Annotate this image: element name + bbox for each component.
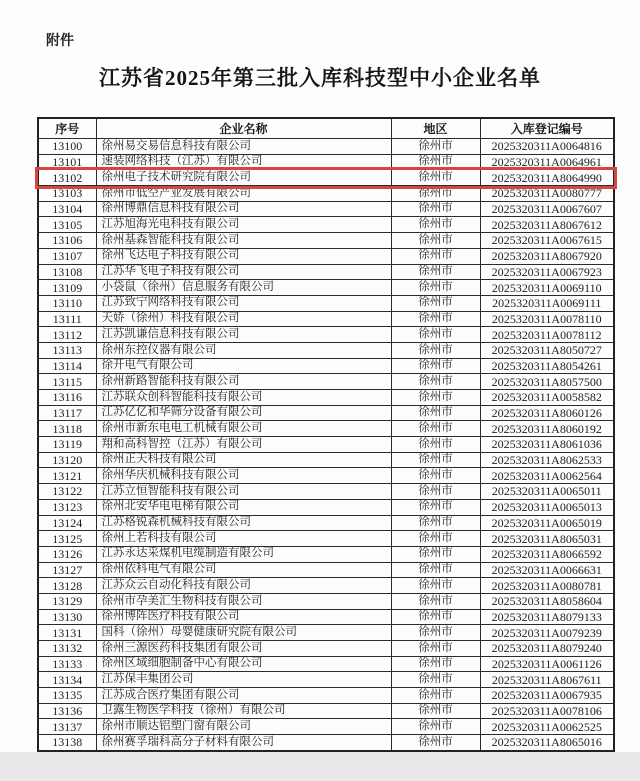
- registration-number-cell: 2025320311A8079133: [480, 609, 614, 625]
- table-row: [38, 735, 614, 751]
- region-cell: 徐州市: [391, 484, 480, 500]
- table-row: [38, 562, 614, 578]
- company-name-cell: 江苏格锐森机械科技有限公司: [96, 515, 391, 531]
- company-name-cell: 徐州赛孚瑞科高分子材料有限公司: [96, 735, 391, 751]
- company-name-cell: 江苏众云自动化科技有限公司: [96, 578, 391, 594]
- serial-cell: 13114: [38, 358, 96, 374]
- serial-cell: 13137: [38, 719, 96, 735]
- table-row: [38, 233, 614, 249]
- company-name-cell: 徐州上若科技有限公司: [96, 531, 391, 547]
- serial-cell: 13124: [38, 515, 96, 531]
- region-cell: 徐州市: [391, 154, 480, 170]
- serial-cell: 13116: [38, 390, 96, 406]
- registration-number-cell: 2025320311A0067923: [480, 264, 614, 280]
- region-cell: 徐州市: [391, 295, 480, 311]
- company-name-cell: 江苏亿亿和华筛分设备有限公司: [96, 405, 391, 421]
- table-row: [38, 358, 614, 374]
- region-cell: 徐州市: [391, 139, 480, 155]
- region-cell: 徐州市: [391, 201, 480, 217]
- serial-cell: 13126: [38, 546, 96, 562]
- table-row: [38, 390, 614, 406]
- header-company-name: 企业名称: [96, 118, 391, 139]
- table-row: [38, 217, 614, 233]
- company-name-cell: 江苏永达采煤机电缆制造有限公司: [96, 546, 391, 562]
- table-row: [38, 656, 614, 672]
- region-cell: 徐州市: [391, 656, 480, 672]
- serial-cell: 13136: [38, 703, 96, 719]
- serial-cell: 13120: [38, 452, 96, 468]
- table-row: [38, 452, 614, 468]
- header-row: [38, 118, 614, 139]
- region-cell: 徐州市: [391, 170, 480, 186]
- region-cell: 徐州市: [391, 405, 480, 421]
- serial-cell: 13119: [38, 437, 96, 453]
- registration-number-cell: 2025320311A0062525: [480, 719, 614, 735]
- company-name-cell: 徐州市顺达铝塑门窗有限公司: [96, 719, 391, 735]
- table-body: [38, 139, 614, 751]
- region-cell: 徐州市: [391, 437, 480, 453]
- company-name-cell: 徐州依科电气有限公司: [96, 562, 391, 578]
- region-cell: 徐州市: [391, 421, 480, 437]
- table-row-highlighted: [38, 170, 614, 186]
- serial-cell: 13129: [38, 593, 96, 609]
- region-cell: 徐州市: [391, 280, 480, 296]
- table-row: [38, 421, 614, 437]
- company-name-cell: 江苏旭海光电科技有限公司: [96, 217, 391, 233]
- region-cell: 徐州市: [391, 374, 480, 390]
- serial-cell: 13128: [38, 578, 96, 594]
- company-name-cell: 卫露生物医学科技（徐州）有限公司: [96, 703, 391, 719]
- serial-cell: 13134: [38, 672, 96, 688]
- registration-number-cell: 2025320311A0069111: [480, 295, 614, 311]
- registration-number-cell: 2025320311A8060192: [480, 421, 614, 437]
- registration-number-cell: 2025320311A0061126: [480, 656, 614, 672]
- table-row: [38, 499, 614, 515]
- company-name-cell: 徐州区域细胞制备中心有限公司: [96, 656, 391, 672]
- table-row: [38, 641, 614, 657]
- region-cell: 徐州市: [391, 452, 480, 468]
- serial-cell: 13118: [38, 421, 96, 437]
- registration-number-cell: 2025320311A0065019: [480, 515, 614, 531]
- serial-cell: 13108: [38, 264, 96, 280]
- company-name-cell: 江苏立恒智能科技有限公司: [96, 484, 391, 500]
- table-row: [38, 625, 614, 641]
- serial-cell: 13109: [38, 280, 96, 296]
- serial-cell: 13100: [38, 139, 96, 155]
- serial-cell: 13111: [38, 311, 96, 327]
- company-name-cell: 江苏凯谦信息科技有限公司: [96, 327, 391, 343]
- registration-number-cell: 2025320311A8064990: [480, 170, 614, 186]
- table-row: [38, 154, 614, 170]
- serial-cell: 13135: [38, 688, 96, 704]
- registration-number-cell: 2025320311A8079240: [480, 641, 614, 657]
- serial-cell: 13125: [38, 531, 96, 547]
- table-row: [38, 374, 614, 390]
- serial-cell: 13113: [38, 342, 96, 358]
- region-cell: 徐州市: [391, 609, 480, 625]
- region-cell: 徐州市: [391, 248, 480, 264]
- registration-number-cell: 2025320311A0067615: [480, 233, 614, 249]
- region-cell: 徐州市: [391, 515, 480, 531]
- header-serial: 序号: [38, 118, 96, 139]
- registration-number-cell: 2025320311A8058604: [480, 593, 614, 609]
- registration-number-cell: 2025320311A0080777: [480, 186, 614, 202]
- table-header: [38, 118, 614, 139]
- company-name-cell: 徐州博鼎信息科技有限公司: [96, 201, 391, 217]
- company-name-cell: 徐州新路智能科技有限公司: [96, 374, 391, 390]
- registration-number-cell: 2025320311A0080781: [480, 578, 614, 594]
- serial-cell: 13102: [38, 170, 96, 186]
- company-name-cell: 徐州电子技术研究院有限公司: [96, 170, 391, 186]
- company-name-cell: 徐州市低空产业发展有限公司: [96, 186, 391, 202]
- company-name-cell: 江苏成合医疗集团有限公司: [96, 688, 391, 704]
- region-cell: 徐州市: [391, 342, 480, 358]
- table-row: [38, 703, 614, 719]
- table-row: [38, 139, 614, 155]
- serial-cell: 13106: [38, 233, 96, 249]
- company-name-cell: 翔和高科智控（江苏）有限公司: [96, 437, 391, 453]
- table-row: [38, 578, 614, 594]
- table-row: [38, 593, 614, 609]
- registration-number-cell: 2025320311A8050727: [480, 342, 614, 358]
- table-row: [38, 437, 614, 453]
- company-name-cell: 速装网络科技（江苏）有限公司: [96, 154, 391, 170]
- header-registration-number: 入库登记编号: [480, 118, 614, 139]
- region-cell: 徐州市: [391, 390, 480, 406]
- company-name-cell: 江苏保丰集团公司: [96, 672, 391, 688]
- table-row: [38, 515, 614, 531]
- table-row: [38, 468, 614, 484]
- company-name-cell: 国科（徐州）母婴健康研究院有限公司: [96, 625, 391, 641]
- region-cell: 徐州市: [391, 672, 480, 688]
- table-row: [38, 531, 614, 547]
- serial-cell: 13133: [38, 656, 96, 672]
- serial-cell: 13105: [38, 217, 96, 233]
- registration-number-cell: 2025320311A0065011: [480, 484, 614, 500]
- company-name-cell: 徐州三源医药科技集团有限公司: [96, 641, 391, 657]
- company-name-cell: 徐州市新东电电工机械有限公司: [96, 421, 391, 437]
- table-row: [38, 405, 614, 421]
- company-name-cell: 徐州华庆机械科技有限公司: [96, 468, 391, 484]
- table-row: [38, 264, 614, 280]
- table-row: [38, 719, 614, 735]
- serial-cell: 13121: [38, 468, 96, 484]
- company-name-cell: 江苏致宁网络科技有限公司: [96, 295, 391, 311]
- table-row: [38, 248, 614, 264]
- registration-number-cell: 2025320311A8067920: [480, 248, 614, 264]
- registration-number-cell: 2025320311A8066592: [480, 546, 614, 562]
- registration-number-cell: 2025320311A0066631: [480, 562, 614, 578]
- serial-cell: 13110: [38, 295, 96, 311]
- table-row: [38, 546, 614, 562]
- table-row: [38, 672, 614, 688]
- company-name-cell: 天娇（徐州）科技有限公司: [96, 311, 391, 327]
- table-row: [38, 295, 614, 311]
- table-row: [38, 609, 614, 625]
- region-cell: 徐州市: [391, 703, 480, 719]
- page-title: 江苏省2025年第三批入库科技型中小企业名单: [99, 66, 541, 90]
- table-row: [38, 280, 614, 296]
- serial-cell: 13122: [38, 484, 96, 500]
- page-bottom-margin: [0, 752, 640, 781]
- registration-number-cell: 2025320311A0067935: [480, 688, 614, 704]
- serial-cell: 13131: [38, 625, 96, 641]
- region-cell: 徐州市: [391, 593, 480, 609]
- registration-number-cell: 2025320311A8061036: [480, 437, 614, 453]
- company-name-cell: 徐州正天科技有限公司: [96, 452, 391, 468]
- registration-number-cell: 2025320311A0064816: [480, 139, 614, 155]
- serial-cell: 13104: [38, 201, 96, 217]
- serial-cell: 13103: [38, 186, 96, 202]
- region-cell: 徐州市: [391, 735, 480, 751]
- company-name-cell: 江苏华飞电子科技有限公司: [96, 264, 391, 280]
- company-name-cell: 徐州东控仪器有限公司: [96, 342, 391, 358]
- serial-cell: 13123: [38, 499, 96, 515]
- company-name-cell: 徐州博阵医疗科技有限公司: [96, 609, 391, 625]
- registration-number-cell: 2025320311A0062564: [480, 468, 614, 484]
- company-name-cell: 徐州市孕美汇生物科技有限公司: [96, 593, 391, 609]
- region-cell: 徐州市: [391, 499, 480, 515]
- serial-cell: 13112: [38, 327, 96, 343]
- serial-cell: 13107: [38, 248, 96, 264]
- company-name-cell: 徐州北安华电电梯有限公司: [96, 499, 391, 515]
- registration-number-cell: 2025320311A0064961: [480, 154, 614, 170]
- registration-number-cell: 2025320311A0069110: [480, 280, 614, 296]
- region-cell: 徐州市: [391, 625, 480, 641]
- table-row: [38, 327, 614, 343]
- serial-cell: 13130: [38, 609, 96, 625]
- serial-cell: 13115: [38, 374, 96, 390]
- company-name-cell: 徐开电气有限公司: [96, 358, 391, 374]
- company-name-cell: 徐州基森智能科技有限公司: [96, 233, 391, 249]
- region-cell: 徐州市: [391, 468, 480, 484]
- table-row: [38, 484, 614, 500]
- company-name-cell: 江苏联众创科智能科技有限公司: [96, 390, 391, 406]
- serial-cell: 13127: [38, 562, 96, 578]
- registration-number-cell: 2025320311A8065016: [480, 735, 614, 751]
- region-cell: 徐州市: [391, 641, 480, 657]
- registration-number-cell: 2025320311A0065013: [480, 499, 614, 515]
- registration-number-cell: 2025320311A8065031: [480, 531, 614, 547]
- serial-cell: 13117: [38, 405, 96, 421]
- registration-number-cell: 2025320311A0079239: [480, 625, 614, 641]
- company-name-cell: 小袋鼠（徐州）信息服务有限公司: [96, 280, 391, 296]
- registration-number-cell: 2025320311A8060126: [480, 405, 614, 421]
- table-row: [38, 186, 614, 202]
- registration-number-cell: 2025320311A0058582: [480, 390, 614, 406]
- table-row: [38, 688, 614, 704]
- registration-number-cell: 2025320311A0078112: [480, 327, 614, 343]
- region-cell: 徐州市: [391, 186, 480, 202]
- registration-number-cell: 2025320311A8067612: [480, 217, 614, 233]
- serial-cell: 13132: [38, 641, 96, 657]
- region-cell: 徐州市: [391, 719, 480, 735]
- registration-number-cell: 2025320311A0078110: [480, 311, 614, 327]
- registration-number-cell: 2025320311A0078106: [480, 703, 614, 719]
- region-cell: 徐州市: [391, 327, 480, 343]
- region-cell: 徐州市: [391, 264, 480, 280]
- region-cell: 徐州市: [391, 578, 480, 594]
- registration-number-cell: 2025320311A8057500: [480, 374, 614, 390]
- region-cell: 徐州市: [391, 358, 480, 374]
- region-cell: 徐州市: [391, 546, 480, 562]
- attachment-label: 附件: [46, 32, 74, 48]
- header-region: 地区: [391, 118, 480, 139]
- company-name-cell: 徐州飞达电子科技有限公司: [96, 248, 391, 264]
- registration-number-cell: 2025320311A8067611: [480, 672, 614, 688]
- registration-number-cell: 2025320311A8062533: [480, 452, 614, 468]
- table-row: [38, 201, 614, 217]
- table-row: [38, 311, 614, 327]
- registration-number-cell: 2025320311A8054261: [480, 358, 614, 374]
- serial-cell: 13138: [38, 735, 96, 751]
- table-row: [38, 342, 614, 358]
- region-cell: 徐州市: [391, 233, 480, 249]
- region-cell: 徐州市: [391, 562, 480, 578]
- region-cell: 徐州市: [391, 311, 480, 327]
- company-name-cell: 徐州易交易信息科技有限公司: [96, 139, 391, 155]
- region-cell: 徐州市: [391, 531, 480, 547]
- region-cell: 徐州市: [391, 217, 480, 233]
- serial-cell: 13101: [38, 154, 96, 170]
- registration-number-cell: 2025320311A0067607: [480, 201, 614, 217]
- region-cell: 徐州市: [391, 688, 480, 704]
- company-table: [37, 117, 615, 752]
